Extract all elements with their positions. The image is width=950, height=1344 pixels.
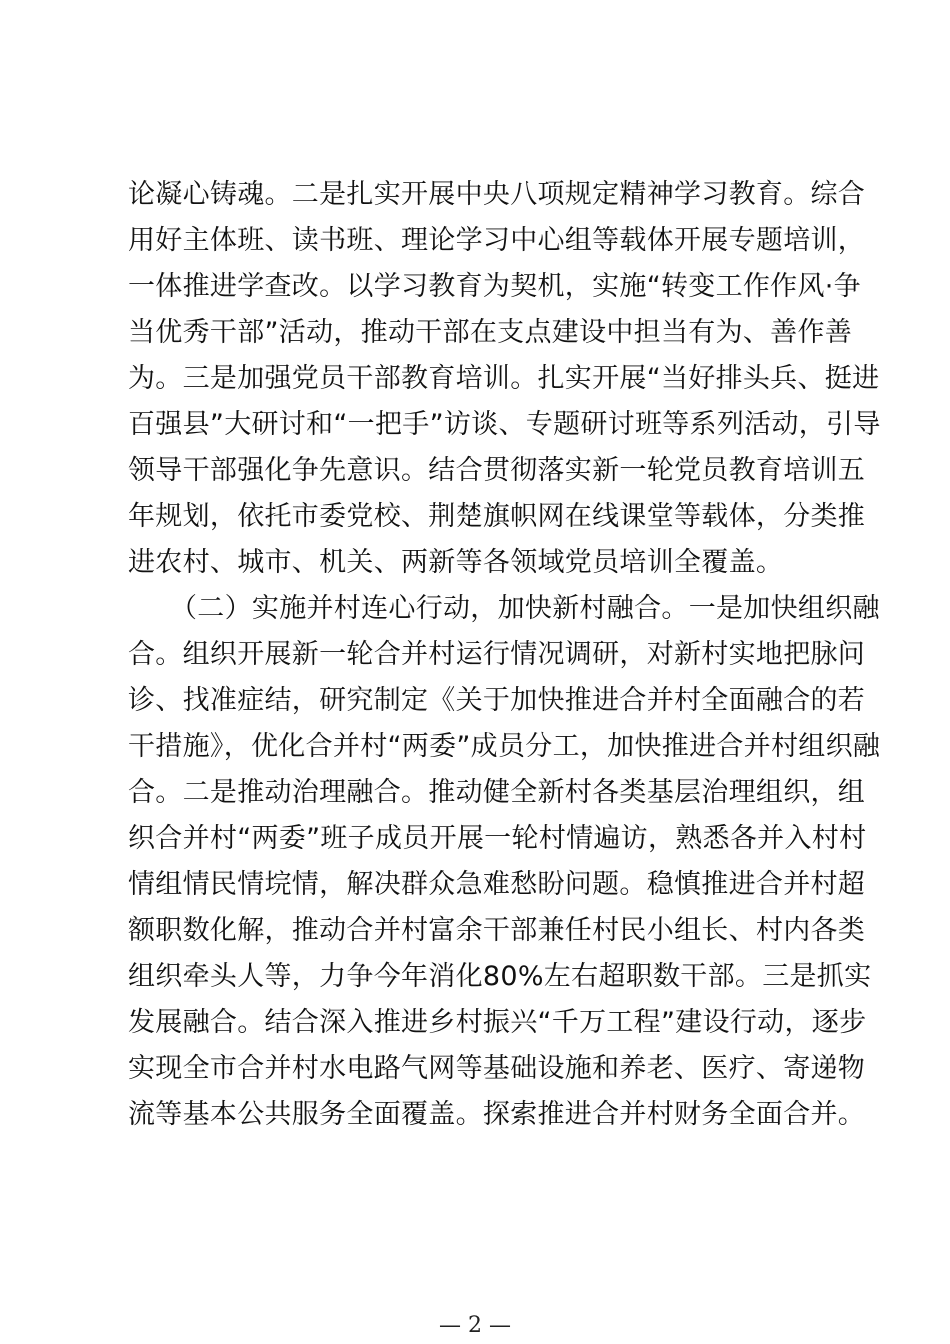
text-line: 组织牵头人等，力争今年消化80%左右超职数干部。三是抓实 [128,961,872,992]
text-line: 情组情民情垸情，解决群众急难愁盼问题。稳慎推进合并村超 [128,869,866,900]
text-line: 干措施》，优化合并村“两委”成员分工，加快推进合并村组织融 [128,731,881,762]
text-line: 用好主体班、读书班、理论学习中心组等载体开展专题培训， [128,225,866,256]
text-line: 为。三是加强党员干部教育培训。扎实开展“当好排头兵、挺进 [128,363,880,394]
text-line: 合。组织开展新一轮合并村运行情况调研，对新村实地把脉问 [128,639,866,670]
text-line: 一体推进学查改。以学习教育为契机，实施“转变工作作风·争 [128,271,861,302]
text-line: 织合并村“两委”班子成员开展一轮村情遍访，熟悉各并入村村 [128,823,867,854]
text-line: 进农村、城市、机关、两新等各领域党员培训全覆盖。 [128,547,784,578]
page-number: — 2 — [439,1313,511,1338]
text-line: 流等基本公共服务全面覆盖。探索推进合并村财务全面合并。 [128,1099,866,1130]
text-line: 发展融合。结合深入推进乡村振兴“千万工程”建设行动，逐步 [128,1007,867,1038]
text-line: 当优秀干部”活动，推动干部在支点建设中担当有为、善作善 [128,317,853,348]
text-line: 领导干部强化争先意识。结合贯彻落实新一轮党员教育培训五 [128,455,866,486]
text-line: 实现全市合并村水电路气网等基础设施和养老、医疗、寄递物 [128,1053,866,1084]
section-heading-line: （二）实施并村连心行动，加快新村融合。一是加快组织融 [170,593,880,624]
text-line: 额职数化解，推动合并村富余干部兼任村民小组长、村内各类 [128,915,866,946]
text-line: 论凝心铸魂。二是扎实开展中央八项规定精神学习教育。综合 [128,179,866,210]
text-line: 合。二是推动治理融合。推动健全新村各类基层治理组织，组 [128,777,866,808]
text-line: 诊、找准症结，研究制定《关于加快推进合并村全面融合的若 [128,685,866,716]
text-line: 百强县”大研讨和“一把手”访谈、专题研讨班等系列活动，引导 [128,409,881,440]
text-line: 年规划，依托市委党校、荆楚旗帜网在线课堂等载体，分类推 [128,501,866,532]
